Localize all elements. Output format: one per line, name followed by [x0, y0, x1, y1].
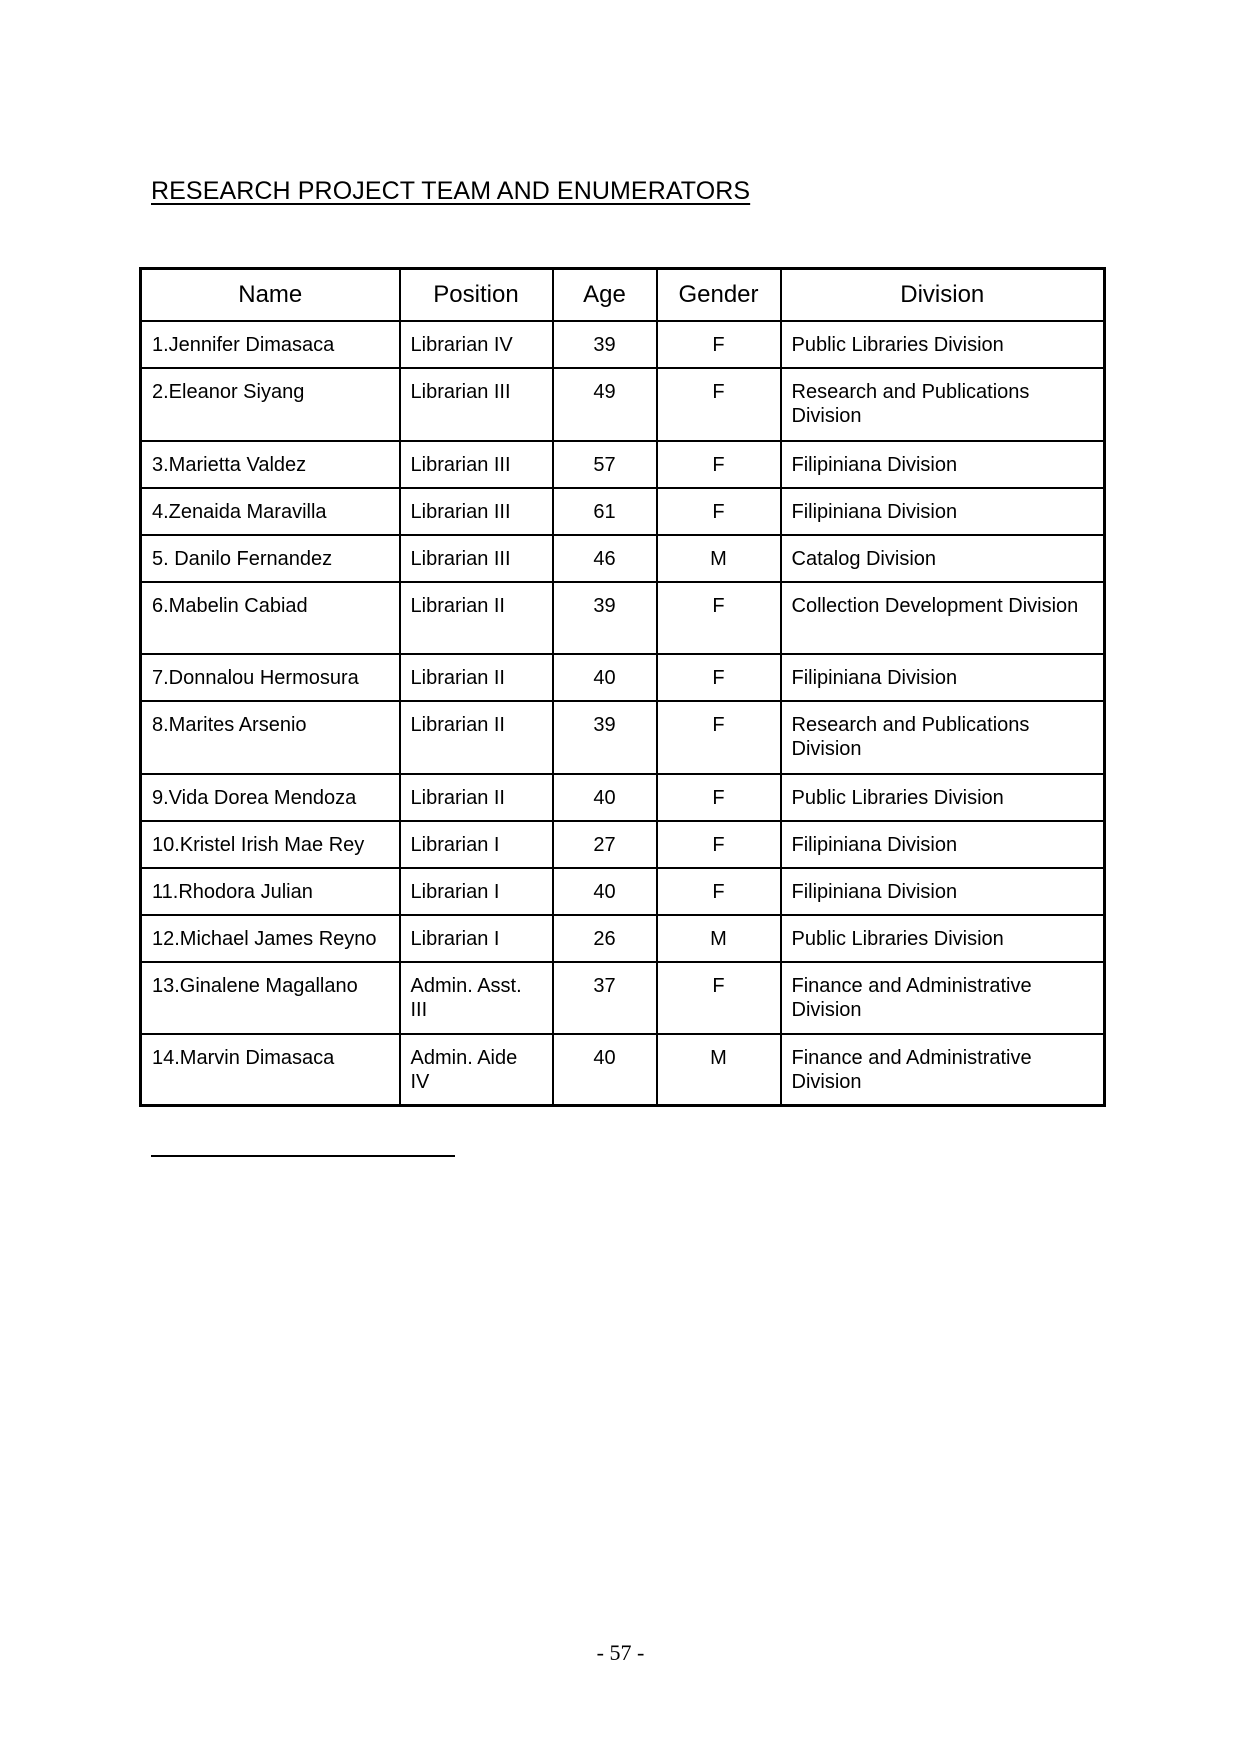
cell-division: Public Libraries Division [781, 321, 1105, 368]
cell-age: 40 [553, 654, 657, 701]
page-title: RESEARCH PROJECT TEAM AND ENUMERATORS [151, 177, 751, 205]
cell-name: 1.Jennifer Dimasaca [141, 321, 400, 368]
cell-division: Filipiniana Division [781, 821, 1105, 868]
cell-age: 39 [553, 701, 657, 774]
cell-age: 39 [553, 321, 657, 368]
column-header-name: Name [141, 269, 400, 321]
cell-gender: F [657, 368, 781, 441]
cell-position: Librarian III [400, 535, 553, 582]
cell-gender: F [657, 774, 781, 821]
cell-name: 7.Donnalou Hermosura [141, 654, 400, 701]
cell-name: 6.Mabelin Cabiad [141, 582, 400, 654]
cell-gender: F [657, 321, 781, 368]
cell-division: Finance and Administrative Division [781, 962, 1105, 1034]
column-header-age: Age [553, 269, 657, 321]
table-row [141, 535, 1105, 582]
cell-division: Filipiniana Division [781, 441, 1105, 488]
table-header-row [141, 269, 1105, 321]
cell-name: 3.Marietta Valdez [141, 441, 400, 488]
column-header-division: Division [781, 269, 1105, 321]
cell-name: 11.Rhodora Julian [141, 868, 400, 915]
table-row [141, 1034, 1105, 1106]
cell-division: Finance and Administrative Division [781, 1034, 1105, 1106]
cell-age: 61 [553, 488, 657, 535]
table-row [141, 321, 1105, 368]
footnote-separator [151, 1155, 455, 1157]
cell-name: 4.Zenaida Maravilla [141, 488, 400, 535]
cell-name: 12.Michael James Reyno [141, 915, 400, 962]
cell-name: 8.Marites Arsenio [141, 701, 400, 774]
table-row [141, 441, 1105, 488]
cell-position: Admin. Aide IV [400, 1034, 553, 1106]
cell-gender: F [657, 488, 781, 535]
cell-gender: M [657, 535, 781, 582]
cell-age: 40 [553, 1034, 657, 1106]
cell-division: Collection Development Division [781, 582, 1105, 654]
cell-position: Librarian I [400, 821, 553, 868]
column-header-gender: Gender [657, 269, 781, 321]
cell-age: 37 [553, 962, 657, 1034]
cell-gender: F [657, 441, 781, 488]
cell-gender: F [657, 868, 781, 915]
cell-division: Filipiniana Division [781, 488, 1105, 535]
table-row [141, 582, 1105, 654]
table-row [141, 868, 1105, 915]
cell-name: 2.Eleanor Siyang [141, 368, 400, 441]
table-row [141, 654, 1105, 701]
cell-position: Librarian I [400, 915, 553, 962]
table-row [141, 915, 1105, 962]
cell-division: Public Libraries Division [781, 915, 1105, 962]
cell-position: Librarian III [400, 441, 553, 488]
cell-gender: F [657, 701, 781, 774]
cell-age: 46 [553, 535, 657, 582]
cell-gender: M [657, 915, 781, 962]
cell-gender: F [657, 962, 781, 1034]
cell-age: 40 [553, 774, 657, 821]
cell-position: Librarian II [400, 774, 553, 821]
cell-division: Filipiniana Division [781, 868, 1105, 915]
page-number: - 57 - [596, 1640, 645, 1665]
cell-division: Catalog Division [781, 535, 1105, 582]
table-row [141, 962, 1105, 1034]
cell-position: Librarian IV [400, 321, 553, 368]
cell-gender: F [657, 821, 781, 868]
cell-age: 39 [553, 582, 657, 654]
cell-position: Admin. Asst. III [400, 962, 553, 1034]
cell-position: Librarian I [400, 868, 553, 915]
table-row [141, 774, 1105, 821]
cell-gender: F [657, 582, 781, 654]
cell-age: 57 [553, 441, 657, 488]
cell-name: 10.Kristel Irish Mae Rey [141, 821, 400, 868]
cell-age: 26 [553, 915, 657, 962]
cell-name: 14.Marvin Dimasaca [141, 1034, 400, 1106]
column-header-position: Position [400, 269, 553, 321]
cell-name: 13.Ginalene Magallano [141, 962, 400, 1034]
cell-gender: M [657, 1034, 781, 1106]
table-row [141, 368, 1105, 441]
cell-age: 49 [553, 368, 657, 441]
cell-position: Librarian III [400, 368, 553, 441]
cell-name: 9.Vida Dorea Mendoza [141, 774, 400, 821]
cell-position: Librarian II [400, 654, 553, 701]
cell-name: 5. Danilo Fernandez [141, 535, 400, 582]
cell-age: 40 [553, 868, 657, 915]
cell-position: Librarian II [400, 701, 553, 774]
table-row [141, 821, 1105, 868]
team-table [139, 267, 1106, 1107]
table-row [141, 488, 1105, 535]
cell-division: Filipiniana Division [781, 654, 1105, 701]
table-row [141, 701, 1105, 774]
cell-position: Librarian II [400, 582, 553, 654]
cell-division: Public Libraries Division [781, 774, 1105, 821]
cell-position: Librarian III [400, 488, 553, 535]
cell-age: 27 [553, 821, 657, 868]
cell-division: Research and Publications Division [781, 368, 1105, 441]
cell-division: Research and Publications Division [781, 701, 1105, 774]
cell-gender: F [657, 654, 781, 701]
